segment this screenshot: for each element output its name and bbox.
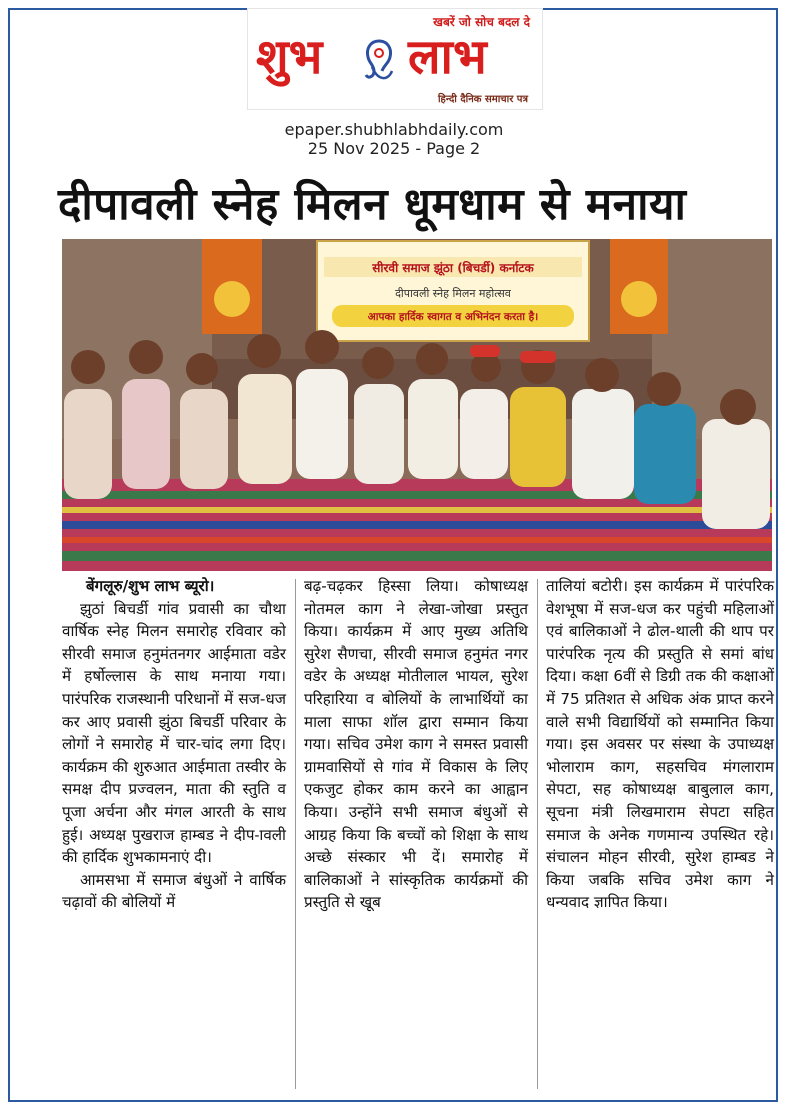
article-paragraph-1: झुठां बिचर्डी गांव प्रवासी का चौथा वार्षिक स्नेह मिलन समारोह रविवार को सीरवी समाज हनुमंतनगर आईमाता वडेर में हर्षोल्लास के साथ मनाया गया। पारंपरिक राजस्थानी परिधानों में सज-धज कर आए प्रवासी झुंठा बिचर्डी परिवार के लोगों ने समारोह में चार-चांद लगा दिए। कार्यक्रम की शुरुआत आईमाता तस्वीर के समक्ष दीप प्रज्वलन, माता की स्तुति व पूजा अर्चना और मंगल आरती के साथ हुई। अध्यक्ष पुखराज हाम्बड ने दीप-ावली की हार्दिक शुभकामनाएं दी। [62, 599, 286, 867]
article-column-2 [304, 575, 528, 1090]
logo-text-left: शुभ [256, 29, 323, 85]
banner-line-2: दीपावली स्नेह मिलन महोत्सव [395, 287, 511, 300]
article-paragraph-2: आमसभा में समाज बंधुओं ने वार्षिक चढ़ावों की बोलियों में [62, 870, 286, 912]
article-column-3-text: तालियां बटोरी। इस कार्यक्रम में पारंपरिक वेशभूषा में सज-धज कर पहुंची महिलाओं एवं बालिकाओं ने ढोल-थाली की थाप पर पारंपरिक नृत्य की प्रस्तुति से समां बांध दिया। कक्षा 6वीं से डिग्री तक की कक्षाओं में 75 प्रतिशत से अधिक अंक प्राप्त करने वाले सभी विद्यार्थियों को सम्मानित किया गया। इस अवसर पर संस्था के उपाध्यक्ष भोलाराम काग, सहसचिव मंगलाराम सेपटा, सह कोषाध्यक्ष बाबुलाल काग, सूचना मंत्री लिखमाराम सेपटा सहित समाज के अनेक गणमान्य उपस्थित रहे। संचालन मोहन सीरवी, सुरेश हाम्बड ने किया जबकि सचिव उमेश काग ने धन्यवाद ज्ञापित किया। [546, 577, 774, 912]
article-column-2-text: बढ़-चढ़कर हिस्सा लिया। कोषाध्यक्ष नोतमल काग ने लेखा-जोखा प्रस्तुत किया। कार्यक्रम में आए मुख्य अतिथि सुरेश सैणचा, सीरवी समाज हनुमंत नगर वडेर के अध्यक्ष मोतीलाल भायल, सुरेश परिहारिया व बोलियों के लाभार्थियों का माला साफा शॉल द्वारा सम्मान किया गया। सचिव उमेश काग ने समस्त प्रवासी ग्रामवासियों से गांव में विकास के लिए एकजुट होकर काम करने का आह्वान किया। उन्होंने सभी समाज बंधुओं से आग्रह किया कि बच्चों को शिक्षा के साथ अच्छे संस्कार भी दें। समारोह में बालिकाओं ने सांस्कृतिक कार्यक्रमों की प्रस्तुति से खूब [304, 577, 528, 912]
article-column-3 [546, 575, 774, 1090]
source-url: epaper.shubhlabhdaily.com [284, 120, 504, 139]
article-column-1 [62, 575, 286, 1090]
event-photo [62, 239, 772, 571]
masthead-subtag: हिन्दी दैनिक समाचार पत्र [437, 94, 528, 105]
page-info: 25 Nov 2025 - Page 2 [307, 139, 481, 158]
article-byline: बेंगलूरु/शुभ लाभ ब्यूरो। [86, 577, 215, 595]
article-headline: दीपावली स्नेह मिलन धूमधाम से मनाया [58, 179, 687, 230]
banner-line-3: आपका हार्दिक स्वागत व अभिनंदन करता है। [367, 311, 539, 323]
column-divider [537, 579, 538, 1089]
banner-line-1: सीरवी समाज झूंठा (बिचर्डी) कर्नाटक [372, 261, 534, 275]
masthead-tagline: खबरें जो सोच बदल दे [433, 15, 530, 29]
column-divider [295, 579, 296, 1089]
ganesha-logo-icon [358, 37, 400, 83]
logo-text-right: लाभ [408, 29, 487, 85]
newspaper-masthead [247, 8, 543, 110]
article-body [62, 575, 778, 1095]
